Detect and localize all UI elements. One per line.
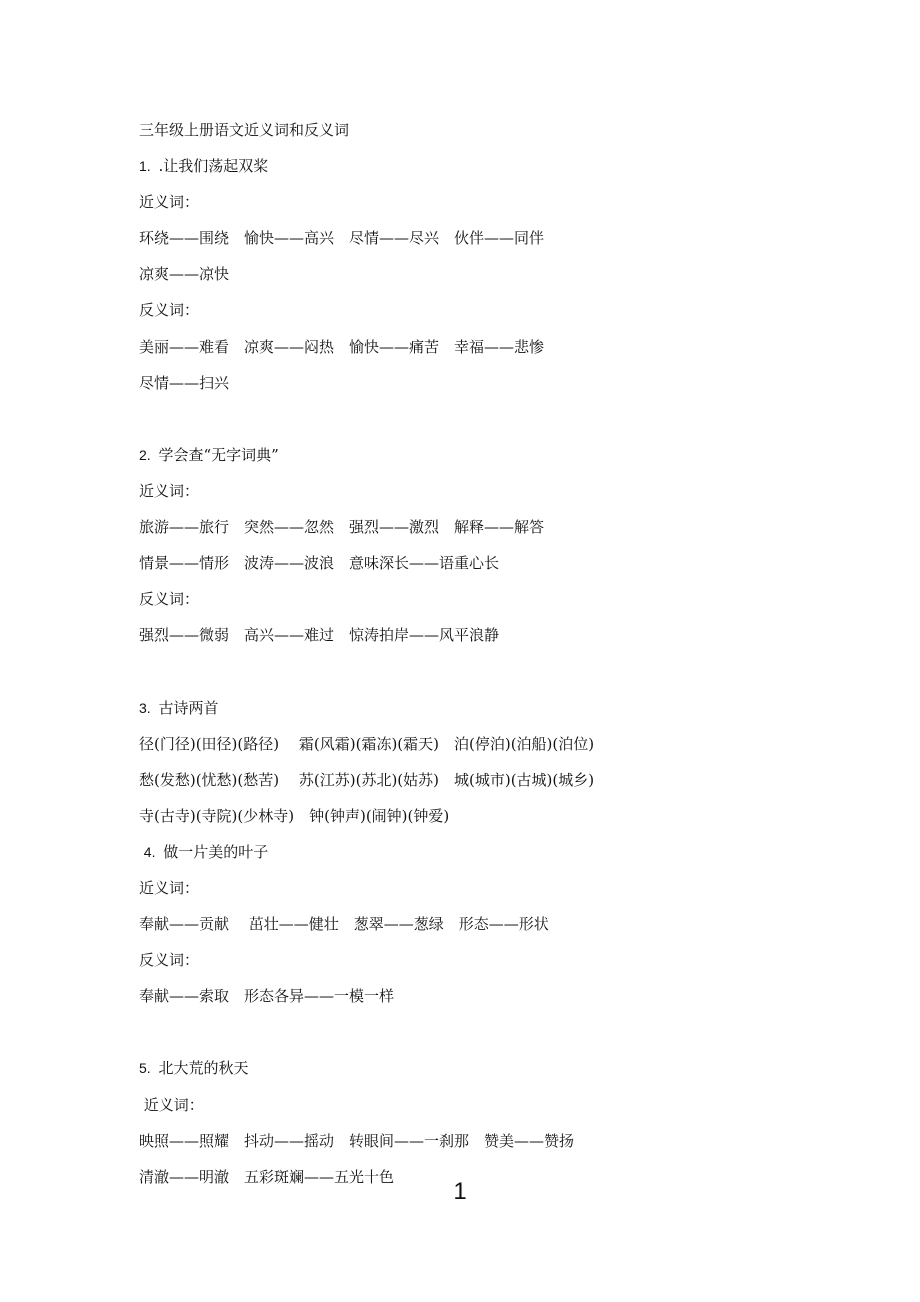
character-words-line: 寺(古寺)(寺院)(少林寺) 钟(钟声)(闹钟)(钟爱) [139, 806, 450, 825]
word-pair-line: 尽情——扫兴 [139, 373, 230, 392]
heading-separator: . [146, 158, 159, 175]
section-heading [139, 694, 859, 730]
heading-separator: . [146, 1060, 159, 1077]
section-heading [139, 1054, 859, 1090]
blank-line [139, 1018, 859, 1054]
word-pair-line: 情景——情形 波涛——波浪 意味深长——语重心长 [139, 554, 500, 573]
heading-separator: . [146, 446, 159, 463]
anti-label: 反义词： [139, 951, 200, 970]
section-title: 做一片美的叶子 [163, 842, 269, 861]
anti-label: 反义词： [139, 590, 200, 609]
word-pair-line: 奉献——索取 形态各异——一模一样 [139, 987, 395, 1006]
word-pair-line: 强烈——微弱 高兴——难过 惊涛拍岸——风平浪静 [139, 626, 500, 645]
page-number: 1 [453, 1178, 467, 1205]
section-number: 3 [139, 699, 147, 716]
word-pair-line: 环绕——围绕 愉快——高兴 尽情——尽兴 伙伴——同伴 [139, 229, 545, 248]
section-heading [139, 441, 859, 477]
word-pair-line: 美丽——难看 凉爽——闷热 愉快——痛苦 幸福——悲惨 [139, 337, 545, 356]
section-title: .让我们荡起双桨 [158, 157, 269, 176]
word-pair-line: 清澈——明澈 五彩斑斓——五光十色 [139, 1167, 395, 1186]
section-title: 古诗两首 [158, 698, 219, 717]
near-label [139, 1091, 859, 1127]
document-body [139, 116, 859, 1199]
near-label: 近义词： [139, 878, 200, 897]
word-pair-line: 映照——照耀 抖动——摇动 转眼间——一刹那 赞美——赞扬 [139, 1131, 575, 1150]
character-words-line: 愁(发愁)(忧愁)(愁苦) 苏(江苏)(苏北)(姑苏) 城(城市)(古城)(城乡) [139, 770, 595, 789]
blank-line [139, 405, 859, 441]
word-pair-line: 凉爽——凉快 [139, 265, 230, 284]
section-number: 2 [139, 446, 147, 463]
anti-label: 反义词： [139, 301, 200, 320]
section-number: 4 [143, 843, 152, 860]
section-heading [139, 152, 859, 188]
near-label-text: 近义词： [143, 1095, 204, 1114]
near-label: 近义词： [139, 193, 200, 212]
blank-line [139, 657, 859, 693]
section-heading [139, 838, 859, 874]
section-title: 学会查“无字词典” [158, 445, 279, 464]
section-title: 北大荒的秋天 [158, 1059, 249, 1078]
heading-separator: . [151, 843, 164, 860]
near-label: 近义词： [139, 481, 200, 500]
heading-separator: . [146, 699, 159, 716]
character-words-line: 径(门径)(田径)(路径) 霜(风霜)(霜冻)(霜天) 泊(停泊)(泊船)(泊位) [139, 734, 595, 753]
document-title: 三年级上册语文近义词和反义词 [139, 121, 350, 139]
word-pair-line: 旅游——旅行 突然——忽然 强烈——激烈 解释——解答 [139, 518, 545, 537]
section-number: 1 [139, 158, 147, 175]
word-pair-line: 奉献——贡献 茁壮——健壮 葱翠——葱绿 形态——形状 [139, 915, 549, 934]
section-number: 5 [139, 1060, 147, 1077]
